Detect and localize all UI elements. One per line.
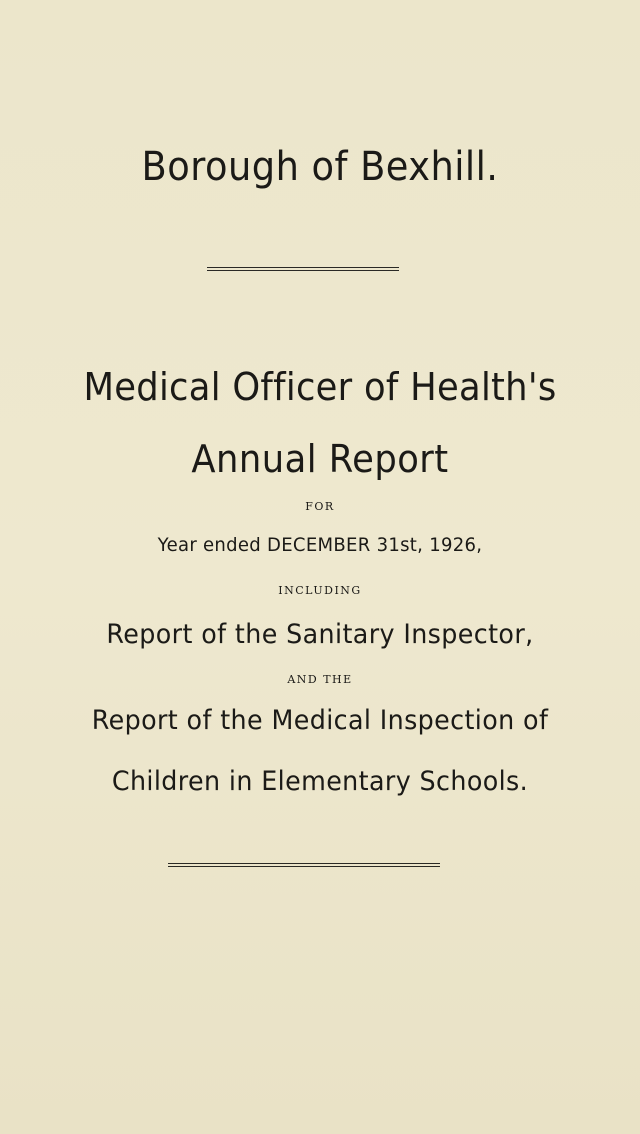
connector-and-the: AND THE bbox=[287, 673, 353, 686]
sanitary-inspector-report: Report of the Sanitary Inspector, bbox=[106, 619, 534, 650]
report-title-line1: Medical Officer of Health's bbox=[83, 365, 557, 409]
borough-heading: Borough of Bexhill. bbox=[141, 144, 499, 190]
medical-inspection-line2: Children in Elementary Schools. bbox=[111, 766, 529, 797]
connector-including: INCLUDING bbox=[278, 584, 362, 597]
connector-for: FOR bbox=[305, 500, 335, 513]
report-title-line2: Annual Report bbox=[191, 437, 449, 481]
double-rule-top bbox=[207, 267, 399, 271]
medical-inspection-line1: Report of the Medical Inspection of bbox=[91, 705, 549, 736]
double-rule-bottom bbox=[168, 863, 440, 867]
year-ended-line: Year ended DECEMBER 31st, 1926, bbox=[157, 534, 483, 556]
